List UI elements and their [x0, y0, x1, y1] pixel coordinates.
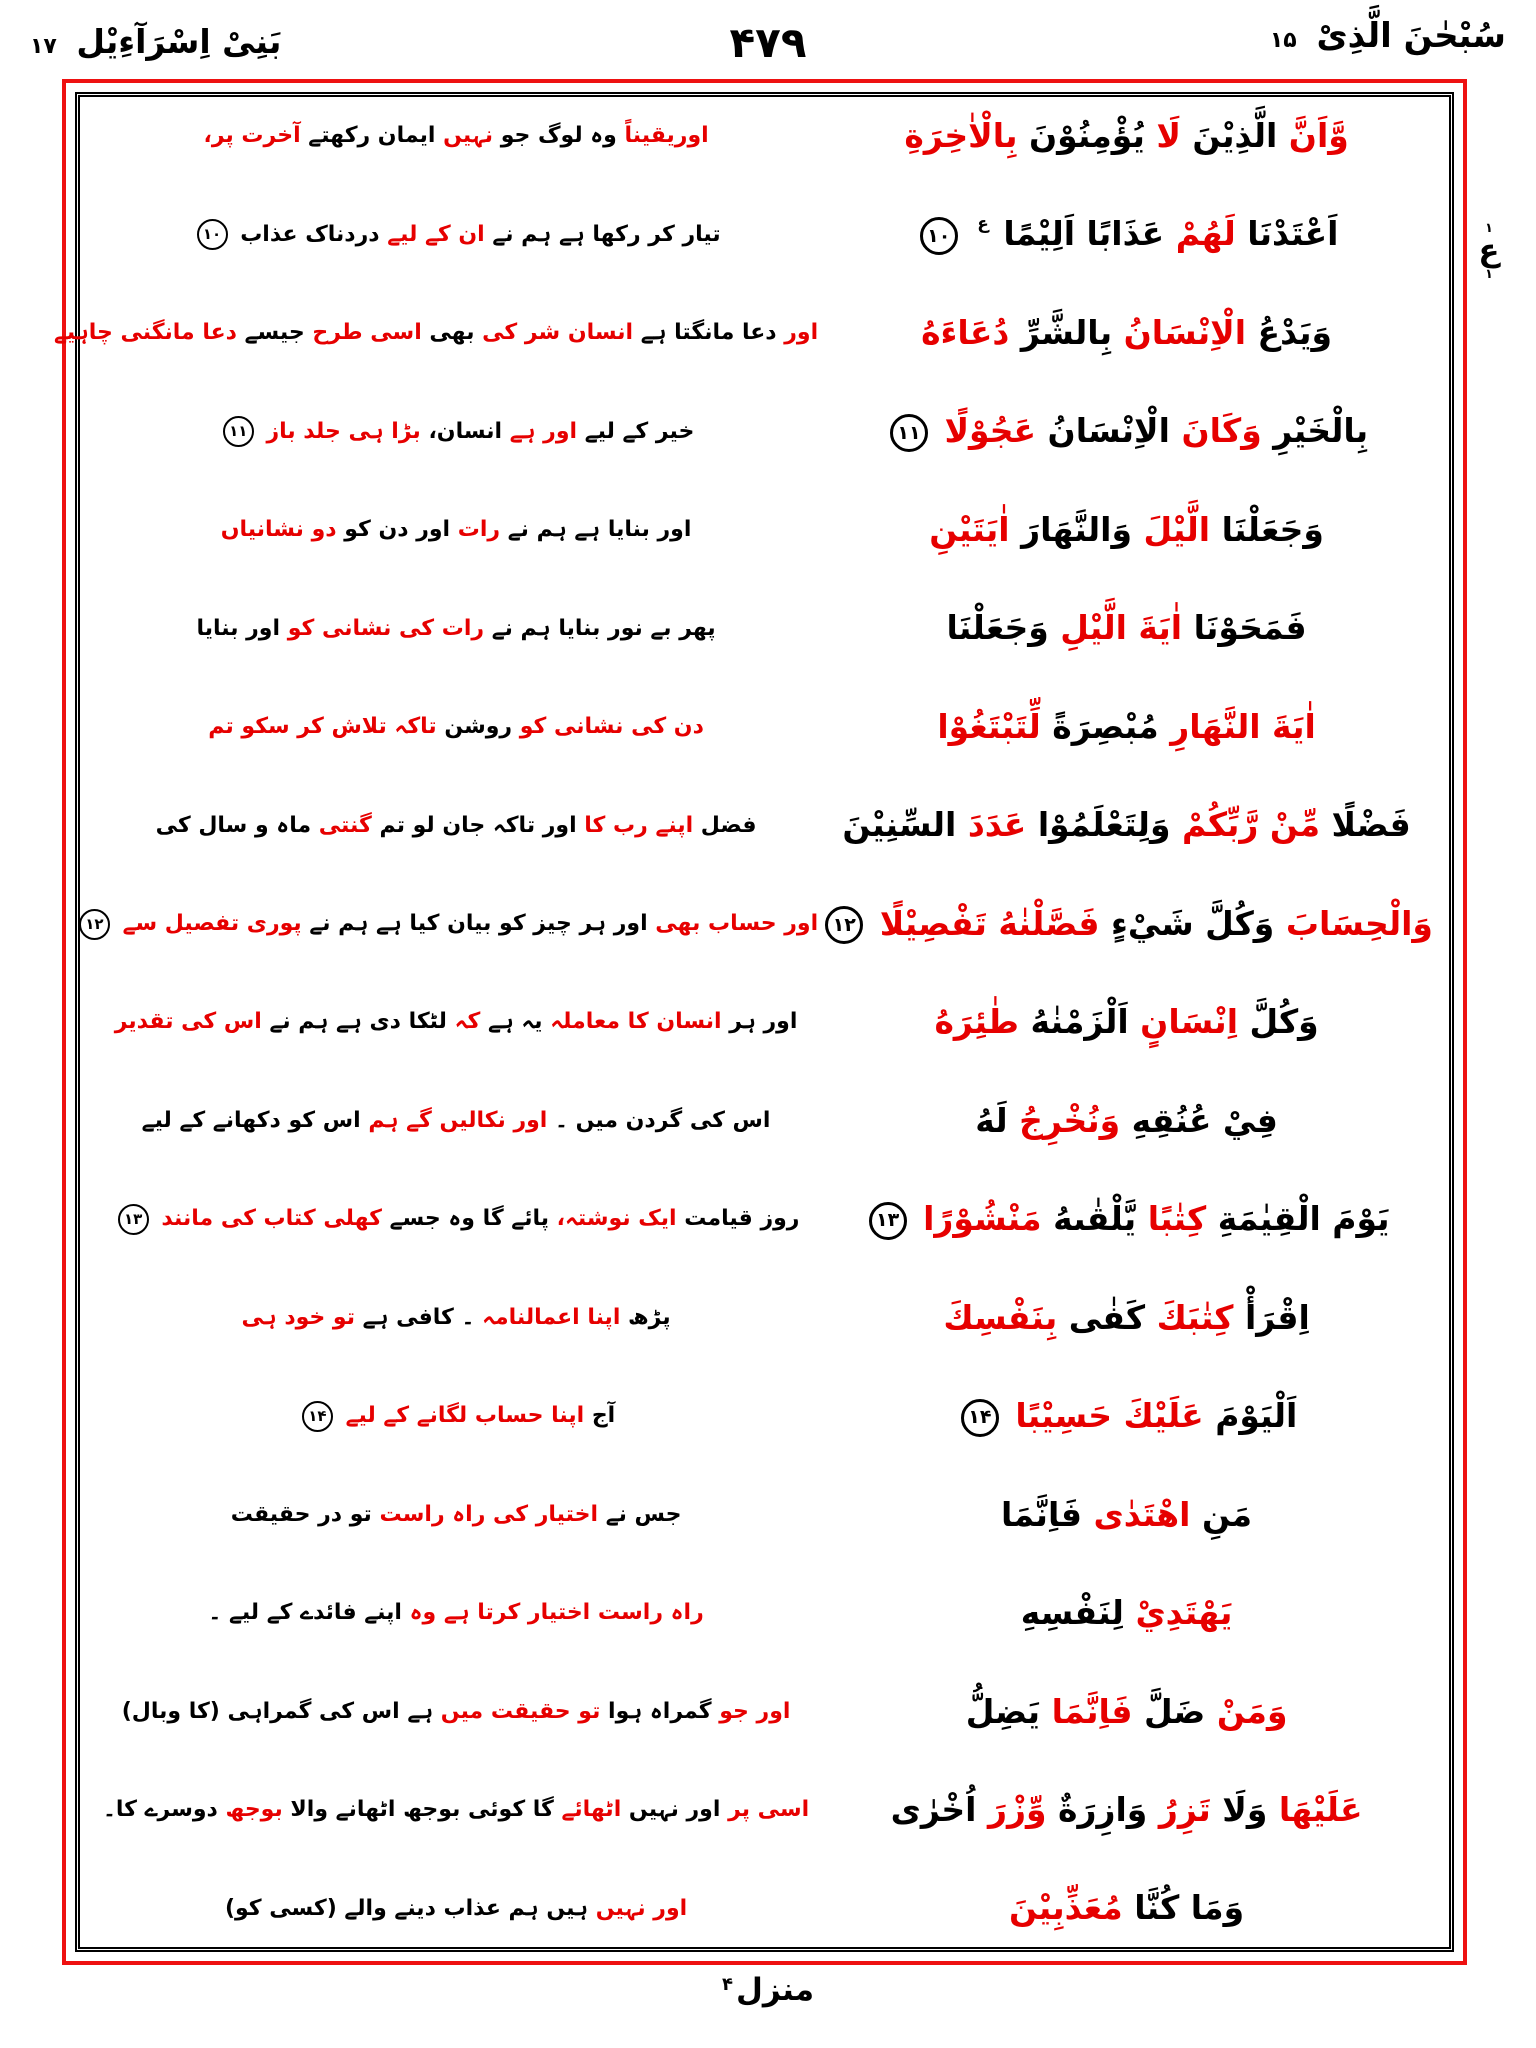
juz-name-header — [1270, 16, 1506, 56]
arabic-verse — [818, 1785, 1435, 1835]
verse-row — [94, 800, 1435, 850]
urdu-segment: انسان شر کی — [482, 320, 634, 346]
verse-number-badge: ۱۴ — [961, 1399, 999, 1437]
arabic-segment: يَوْمَ الْقِيٰمَةِ — [1217, 1199, 1390, 1239]
arabic-segment: لَا — [1156, 116, 1181, 155]
urdu-segment: ان کے لیے — [387, 221, 485, 247]
ruku-stop-mark: ع — [977, 214, 989, 235]
inner-black-frame — [53, 92, 1454, 1952]
arabic-verse — [818, 1293, 1435, 1343]
urdu-segment: پائے گا وہ جسے — [389, 1206, 549, 1232]
verse-row — [94, 1588, 1435, 1638]
verse-row — [94, 1687, 1435, 1737]
urdu-segment: تو خود ہی — [241, 1304, 355, 1330]
arabic-segment: وَمَنْ — [1216, 1691, 1288, 1731]
verse-number-badge: ۱۳ — [869, 1202, 907, 1240]
urdu-segment: یہ ہے — [487, 1009, 543, 1035]
urdu-translation — [94, 415, 818, 448]
verse-row — [94, 1391, 1435, 1441]
arabic-verse — [818, 997, 1435, 1047]
verse-number-badge: ۱۰ — [197, 219, 228, 250]
urdu-segment: ماہ و سال کی — [155, 812, 312, 838]
urdu-translation — [94, 809, 818, 842]
urdu-segment: اپنا اعمالنامہ — [482, 1304, 621, 1330]
verse-row — [94, 1096, 1435, 1146]
urdu-translation — [53, 316, 819, 349]
verse-row — [94, 505, 1435, 555]
arabic-segment: وَجَعَلْنَا — [1221, 509, 1324, 549]
urdu-translation — [94, 1498, 818, 1531]
arabic-segment: يَهْتَدِيْ — [1135, 1593, 1233, 1633]
verse-rows — [53, 105, 1437, 1939]
urdu-segment: اوریقیناً — [624, 123, 709, 149]
urdu-segment: روشن — [444, 714, 513, 740]
arabic-verse — [818, 702, 1435, 752]
arabic-verse — [818, 209, 1435, 259]
arabic-segment: وَكُلَّ — [1249, 1002, 1319, 1042]
arabic-segment: وَكَانَ — [1181, 411, 1262, 451]
arabic-segment: الَّيْلَ — [1143, 509, 1211, 549]
verse-row — [53, 308, 1435, 358]
arabic-segment: اِنْسَانٍ — [1140, 1002, 1239, 1042]
urdu-segment: آخرت پر، — [203, 123, 301, 149]
urdu-segment: کہ — [454, 1009, 481, 1035]
juz-number: ۱۵ — [1269, 28, 1297, 53]
verse-number-badge: ۱۱ — [890, 414, 928, 452]
verse-row — [94, 997, 1435, 1047]
arabic-segment: بِالْاٰخِرَةِ — [904, 116, 1018, 155]
arabic-segment: كِتٰبًا — [1147, 1199, 1207, 1239]
verse-row — [85, 899, 1435, 949]
arabic-segment: كِتٰبَكَ — [1156, 1297, 1234, 1337]
urdu-segment: بھی — [429, 320, 475, 346]
arabic-segment: اٰيَةَ النَّهَارِ — [1170, 706, 1316, 746]
arabic-verse — [818, 1490, 1435, 1540]
urdu-translation — [94, 710, 818, 743]
urdu-segment: دعا مانگنی چاہیے — [53, 320, 237, 346]
urdu-segment: آج — [591, 1403, 616, 1429]
urdu-segment: اور ہے — [509, 418, 578, 444]
urdu-segment: لٹکا دی ہے ہم نے — [269, 1009, 447, 1035]
arabic-segment: عَلَيْهَا — [1278, 1789, 1363, 1829]
arabic-segment: اُخْرٰى — [890, 1789, 977, 1829]
urdu-segment: روز قیامت — [684, 1206, 800, 1232]
verse-number-badge: ۱۰ — [920, 217, 958, 255]
urdu-segment: اور نکالیں گے ہم — [368, 1107, 548, 1133]
urdu-translation — [85, 907, 819, 940]
verse-row — [94, 603, 1435, 653]
urdu-segment: دو نشانیاں — [220, 517, 337, 543]
arabic-verse — [818, 1883, 1435, 1933]
urdu-segment: اسی طرح — [312, 320, 422, 346]
arabic-segment: الَّذِيْنَ — [1192, 116, 1278, 155]
page-header — [26, 12, 1510, 74]
urdu-segment: پڑھ — [628, 1304, 671, 1330]
manzil-label: منزل — [735, 1972, 815, 2008]
arabic-segment: مَنِ — [1201, 1494, 1253, 1534]
arabic-segment: وَّاَنَّ — [1288, 116, 1349, 155]
urdu-segment: اور — [784, 320, 819, 346]
manzil-number: ۴ — [721, 1974, 733, 1995]
urdu-segment: تاکہ تلاش کر سکو تم — [208, 714, 437, 740]
arabic-segment: تَزِرُ — [1158, 1789, 1211, 1829]
arabic-segment: اٰيَةَ الَّيْلِ — [1060, 608, 1183, 648]
arabic-segment: فَصَّلْنٰهُ تَفْصِيْلًا — [879, 903, 1100, 943]
arabic-segment: وَمَا كُنَّا — [1134, 1888, 1245, 1928]
arabic-segment: مَنْشُوْرًا — [923, 1199, 1042, 1239]
arabic-segment: بِالْخَيْرِ — [1273, 411, 1369, 451]
arabic-verse — [818, 1391, 1435, 1441]
urdu-segment: راہ راست اختیار کرتا ہے وہ — [409, 1600, 704, 1626]
urdu-segment: اس کی تقدیر — [114, 1009, 262, 1035]
urdu-segment: گا کوئی بوجھ اٹھانے والا — [290, 1797, 554, 1823]
arabic-segment: وَنُخْرِجُ — [1019, 1100, 1121, 1140]
verse-number-badge: ۱۱ — [223, 416, 254, 447]
verse-row — [94, 1785, 1435, 1835]
arabic-verse — [818, 111, 1435, 161]
arabic-verse — [818, 899, 1435, 949]
arabic-verse — [818, 603, 1435, 653]
urdu-translation — [94, 1892, 818, 1925]
arabic-verse — [818, 800, 1435, 850]
urdu-segment: اپنے فائدے کے لیے ۔ — [208, 1600, 402, 1626]
verse-row — [94, 1194, 1435, 1244]
arabic-verse — [818, 308, 1435, 358]
juz-name: سُبْحٰنَ الَّذِیْ — [1316, 16, 1506, 56]
arabic-segment: عَذَابًا اَلِيْمًا — [1003, 214, 1165, 254]
arabic-segment: مِّنْ رَّبِّكُمْ — [1181, 805, 1321, 845]
arabic-segment: يُؤْمِنُوْنَ — [1029, 116, 1145, 155]
urdu-translation — [94, 218, 818, 251]
urdu-segment: ۔ کافی ہے — [362, 1304, 475, 1330]
arabic-segment: فَاِنَّمَا — [1001, 1494, 1082, 1534]
urdu-segment: بڑا ہی جلد باز — [266, 418, 421, 444]
urdu-segment: اور ہر چیز کو بیان کیا ہے ہم نے — [309, 911, 648, 936]
urdu-translation — [94, 612, 818, 645]
urdu-segment: خیر کے لیے — [584, 418, 695, 444]
urdu-segment: رات کی نشانی کو — [287, 615, 485, 641]
urdu-segment: نہیں — [443, 123, 494, 149]
arabic-segment: السِّنِيْنَ — [842, 805, 957, 845]
urdu-segment: دعا مانگتا ہے — [640, 320, 777, 346]
verse-number-badge: ۱۴ — [302, 1401, 333, 1432]
arabic-segment: مُبْصِرَةً — [1052, 706, 1159, 746]
urdu-segment: اور جو — [719, 1698, 791, 1724]
arabic-segment: لَهُمْ — [1175, 214, 1236, 254]
urdu-translation — [94, 1104, 818, 1137]
arabic-segment: اِقْرَأْ — [1245, 1297, 1310, 1337]
arabic-segment: دُعَاءَهُ — [921, 312, 1010, 352]
urdu-segment: اور حساب بھی — [655, 911, 819, 936]
arabic-segment: اَلْيَوْمَ — [1215, 1396, 1298, 1436]
verse-row — [94, 702, 1435, 752]
arabic-segment: اٰيَتَيْنِ — [929, 509, 1010, 549]
arabic-segment: الْاِنْسَانُ — [1123, 312, 1247, 352]
urdu-segment: اور تاکہ جان لو تم — [379, 812, 577, 838]
arabic-verse — [818, 1588, 1435, 1638]
arabic-segment: فَاِنَّمَا — [1051, 1691, 1133, 1731]
arabic-segment: وَكُلَّ شَيْءٍ — [1110, 903, 1275, 943]
page-number: ۴۷۹ — [729, 18, 807, 67]
arabic-segment: وَالنَّهَارَ — [1021, 509, 1132, 549]
arabic-verse — [818, 1194, 1435, 1244]
arabic-verse — [818, 1096, 1435, 1146]
arabic-segment: اَلْزَمْنٰهُ — [1030, 1002, 1129, 1042]
urdu-segment: اس کی گردن میں ۔ — [555, 1107, 771, 1133]
arabic-segment: بِنَفْسِكَ — [943, 1297, 1058, 1337]
urdu-translation — [94, 119, 818, 152]
urdu-segment: پوری تفصیل سے — [122, 911, 302, 936]
urdu-segment: گمراہ ہوا — [608, 1698, 712, 1724]
arabic-segment: مُعَذِّبِيْنَ — [1009, 1888, 1123, 1928]
arabic-segment: وَيَدْعُ — [1257, 312, 1333, 352]
urdu-segment: بوجھ — [225, 1797, 283, 1823]
arabic-segment: الْاِنْسَانُ — [1047, 411, 1170, 451]
urdu-translation — [94, 513, 818, 546]
manzil-footer — [0, 1972, 1536, 2008]
urdu-segment: فضل — [700, 812, 757, 838]
urdu-segment: اسی پر — [728, 1797, 810, 1823]
arabic-verse — [818, 406, 1435, 456]
arabic-segment: يَضِلُّ — [965, 1691, 1041, 1731]
arabic-verse — [818, 505, 1435, 555]
arabic-segment: فَمَحَوْنَا — [1193, 608, 1307, 648]
arabic-segment: عَلَيْكَ حَسِيْبًا — [1015, 1396, 1204, 1436]
verse-row — [94, 406, 1435, 456]
urdu-segment: ہے اس کی گمراہی (کا وبال) — [121, 1698, 434, 1724]
urdu-segment: انسان، — [428, 418, 503, 444]
urdu-segment: وہ لوگ جو — [500, 123, 617, 149]
outer-red-frame — [53, 79, 1467, 1965]
verse-row — [94, 111, 1435, 161]
arabic-segment: طٰئِرَهُ — [934, 1002, 1020, 1042]
urdu-segment: اپنے رب کا — [584, 812, 694, 838]
urdu-translation — [94, 1596, 818, 1629]
arabic-segment: وَجَعَلْنَا — [946, 608, 1049, 648]
urdu-segment: اور دن کو — [344, 517, 451, 543]
arabic-segment: لِنَفْسِهِ — [1020, 1593, 1124, 1633]
arabic-segment: عَجُوْلًا — [944, 411, 1037, 451]
arabic-segment: وَلِتَعْلَمُوْا — [1037, 805, 1171, 845]
arabic-segment: لَهُ — [975, 1100, 1008, 1140]
urdu-segment: دن کی نشانی کو — [519, 714, 704, 740]
surah-name: بَنِیْ اِسْرَآءِیْل — [76, 22, 282, 61]
arabic-segment: وَازِرَةٌ — [1058, 1789, 1148, 1829]
urdu-segment: تو حقیقت میں — [440, 1698, 601, 1724]
urdu-segment: اور نہیں — [628, 1797, 721, 1823]
urdu-segment: ایمان رکھتے — [308, 123, 436, 149]
verse-number-badge: ۱۲ — [825, 906, 863, 944]
urdu-segment: اس کو دکھانے کے لیے — [141, 1107, 361, 1133]
arabic-segment: عَدَدَ — [967, 805, 1027, 845]
urdu-translation — [94, 1202, 818, 1235]
urdu-translation — [94, 1399, 818, 1432]
arabic-segment: اهْتَدٰى — [1093, 1494, 1191, 1534]
verse-row — [94, 1490, 1435, 1540]
urdu-translation — [94, 1793, 818, 1826]
ain-glyph: ع — [1478, 233, 1500, 269]
urdu-segment: جیسے — [244, 320, 305, 346]
ruku-ain-marker — [1472, 222, 1506, 281]
verse-row — [94, 1883, 1435, 1933]
verse-number-badge: ۱۳ — [118, 1204, 149, 1235]
urdu-segment: اپنا حساب لگانے کے لیے — [345, 1403, 585, 1429]
urdu-segment: ہیں ہم عذاب دینے والے (کسی کو) — [224, 1895, 589, 1921]
urdu-segment: اور ہر — [729, 1009, 798, 1035]
arabic-segment: وَالْحِسَابَ — [1285, 903, 1433, 943]
urdu-segment: انسان کا معاملہ — [550, 1009, 722, 1035]
arabic-segment: فَضْلًا — [1331, 805, 1411, 845]
arabic-segment: بِالشَّرِّ — [1020, 312, 1113, 352]
arabic-segment: وَلَا — [1222, 1789, 1268, 1829]
urdu-segment: اٹھائے — [561, 1797, 622, 1823]
urdu-segment: اور بنایا — [196, 615, 281, 641]
urdu-segment: اور نہیں — [595, 1895, 688, 1921]
arabic-verse — [818, 1687, 1435, 1737]
urdu-translation — [94, 1005, 818, 1038]
urdu-translation — [94, 1695, 818, 1728]
urdu-segment: گنتی — [318, 812, 372, 838]
surah-number: ۱۷ — [30, 34, 57, 59]
urdu-translation — [94, 1301, 818, 1334]
urdu-segment: اور بنایا ہے ہم نے — [507, 517, 692, 543]
urdu-segment: پھر بے نور بنایا ہم نے — [491, 615, 716, 641]
urdu-segment: دوسرے کا۔ — [103, 1797, 218, 1823]
urdu-segment: اختیار کی راہ راست — [379, 1501, 599, 1527]
urdu-segment: تو در حقیقت — [230, 1501, 372, 1527]
arabic-segment: لِّتَبْتَغُوْا — [937, 706, 1041, 746]
verse-row — [94, 1293, 1435, 1343]
urdu-segment: تیار کر رکھا ہے ہم نے — [492, 221, 721, 247]
arabic-segment: يَّلْقٰىهُ — [1053, 1199, 1137, 1239]
verse-row — [94, 209, 1435, 259]
ruku-top-count: ۱ — [1485, 221, 1493, 236]
verse-number-badge: ۱۲ — [79, 909, 110, 940]
urdu-segment: ایک نوشتہ، — [556, 1206, 677, 1232]
ruku-bottom-count: ۱ — [1485, 267, 1493, 282]
urdu-segment: جس نے — [605, 1501, 682, 1527]
arabic-segment: اَعْتَدْنَا — [1247, 214, 1339, 254]
urdu-segment: دردناک عذاب — [240, 221, 380, 247]
arabic-segment: كَفٰى — [1068, 1297, 1146, 1337]
urdu-segment: کھلی کتاب کی مانند — [161, 1206, 382, 1232]
arabic-segment: ضَلَّ — [1143, 1691, 1206, 1731]
arabic-segment: فِيْ عُنُقِهِ — [1131, 1100, 1278, 1140]
urdu-segment: رات — [457, 517, 501, 543]
arabic-segment: وِّزْرَ — [988, 1789, 1047, 1829]
